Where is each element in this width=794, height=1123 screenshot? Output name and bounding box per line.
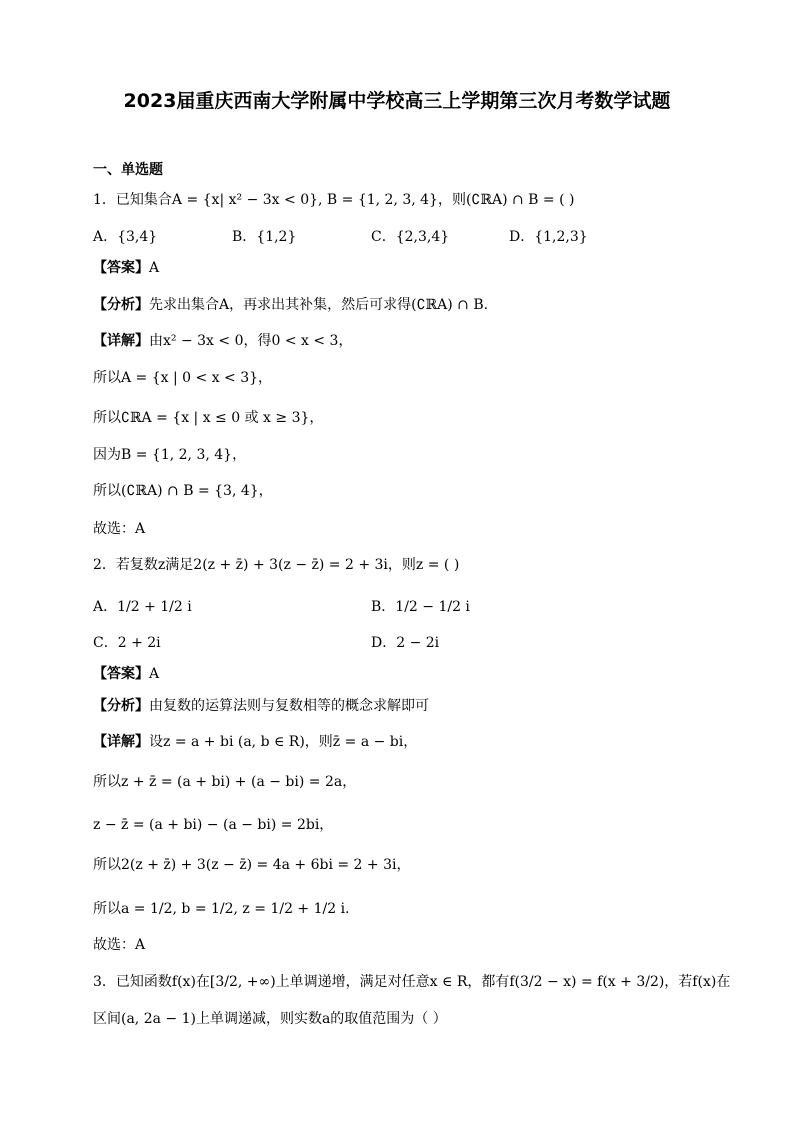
document-title: 2023届重庆西南大学附属中学校高三上学期第三次月考数学试题 [123,90,671,112]
q2-answer-line [93,664,159,684]
q3-stem-line1: 3．已知函数f(x)在[3/2, +∞)上单调递增，满足对任意x ∈ R，都有f(3/2 − x) = f(x + 3/2)，若f(x)在 [93,974,731,990]
q2-detail: 设z = a + bi (a, b ∈ R)，则z̄ = a − bi， [149,734,418,750]
q1-analysis: 先求出集合A，再求出其补集，然后可求得(∁ℝA) ∩ B. [149,297,489,313]
analysis-label: 【分析】 [93,297,149,313]
q2-answer: A [149,666,160,682]
q2-detail-line [93,732,417,752]
answer-label: 【答案】 [93,666,149,682]
q2-step: 所以2(z + z̄) + 3(z − z̄) = 4a + 6bi = 2 + 3i， [93,857,411,873]
analysis-label: 【分析】 [93,698,149,714]
q2-step: 所以a = 1/2, b = 1/2, z = 1/2 + 1/2 i. [93,901,350,917]
q1-step: 所以∁ℝA = {x | x ≤ 0 或 x ≥ 3}， [93,410,324,426]
section-heading: 一、单选题 [93,162,163,178]
q2-option-c: C．2 + 2i [93,635,161,651]
q3-stem-line2: 区间(a, 2a − 1)上单调递减，则实数a的取值范围为（ ） [93,1011,447,1027]
q1-step: 故选：A [93,521,146,537]
q1-option-a: A．{3,4} [93,229,158,245]
q2-step: z − z̄ = (a + bi) − (a − bi) = 2bi， [93,817,334,833]
answer-label: 【答案】 [93,260,149,276]
q1-step: 所以A = {x | 0 < x < 3}， [93,370,273,386]
q2-step: 故选：A [93,937,146,953]
q2-option-b: B．1/2 − 1/2 i [371,599,470,615]
q1-detail-line [93,331,352,351]
q1-stem: 1．已知集合A = {x| x² − 3x < 0}, B = {1, 2, 3, 4}，则(∁ℝA) ∩ B = ( ) [93,192,575,208]
q1-step: 因为B = {1, 2, 3, 4}， [93,447,247,463]
q1-answer-line [93,258,159,278]
q1-analysis-line [93,295,488,315]
q2-analysis: 由复数的运算法则与复数相等的概念求解即可 [149,698,429,714]
q1-option-b: B．{1,2} [232,229,297,245]
q1-answer: A [149,260,160,276]
detail-label: 【详解】 [93,734,149,750]
q1-option-d: D．{1,2,3} [509,229,588,245]
q1-step: 所以(∁ℝA) ∩ B = {3, 4}， [93,483,273,499]
q2-step: 所以z + z̄ = (a + bi) + (a − bi) = 2a， [93,774,357,790]
q2-option-d: D．2 − 2i [371,635,440,651]
q2-stem: 2．若复数z满足2(z + z̄) + 3(z − z̄) = 2 + 3i，则z = ( ) [93,557,460,573]
q2-analysis-line [93,696,429,716]
q2-option-a: A．1/2 + 1/2 i [93,599,192,615]
q1-option-c: C．{2,3,4} [371,229,450,245]
q1-detail: 由x² − 3x < 0，得0 < x < 3， [149,333,353,349]
detail-label: 【详解】 [93,333,149,349]
